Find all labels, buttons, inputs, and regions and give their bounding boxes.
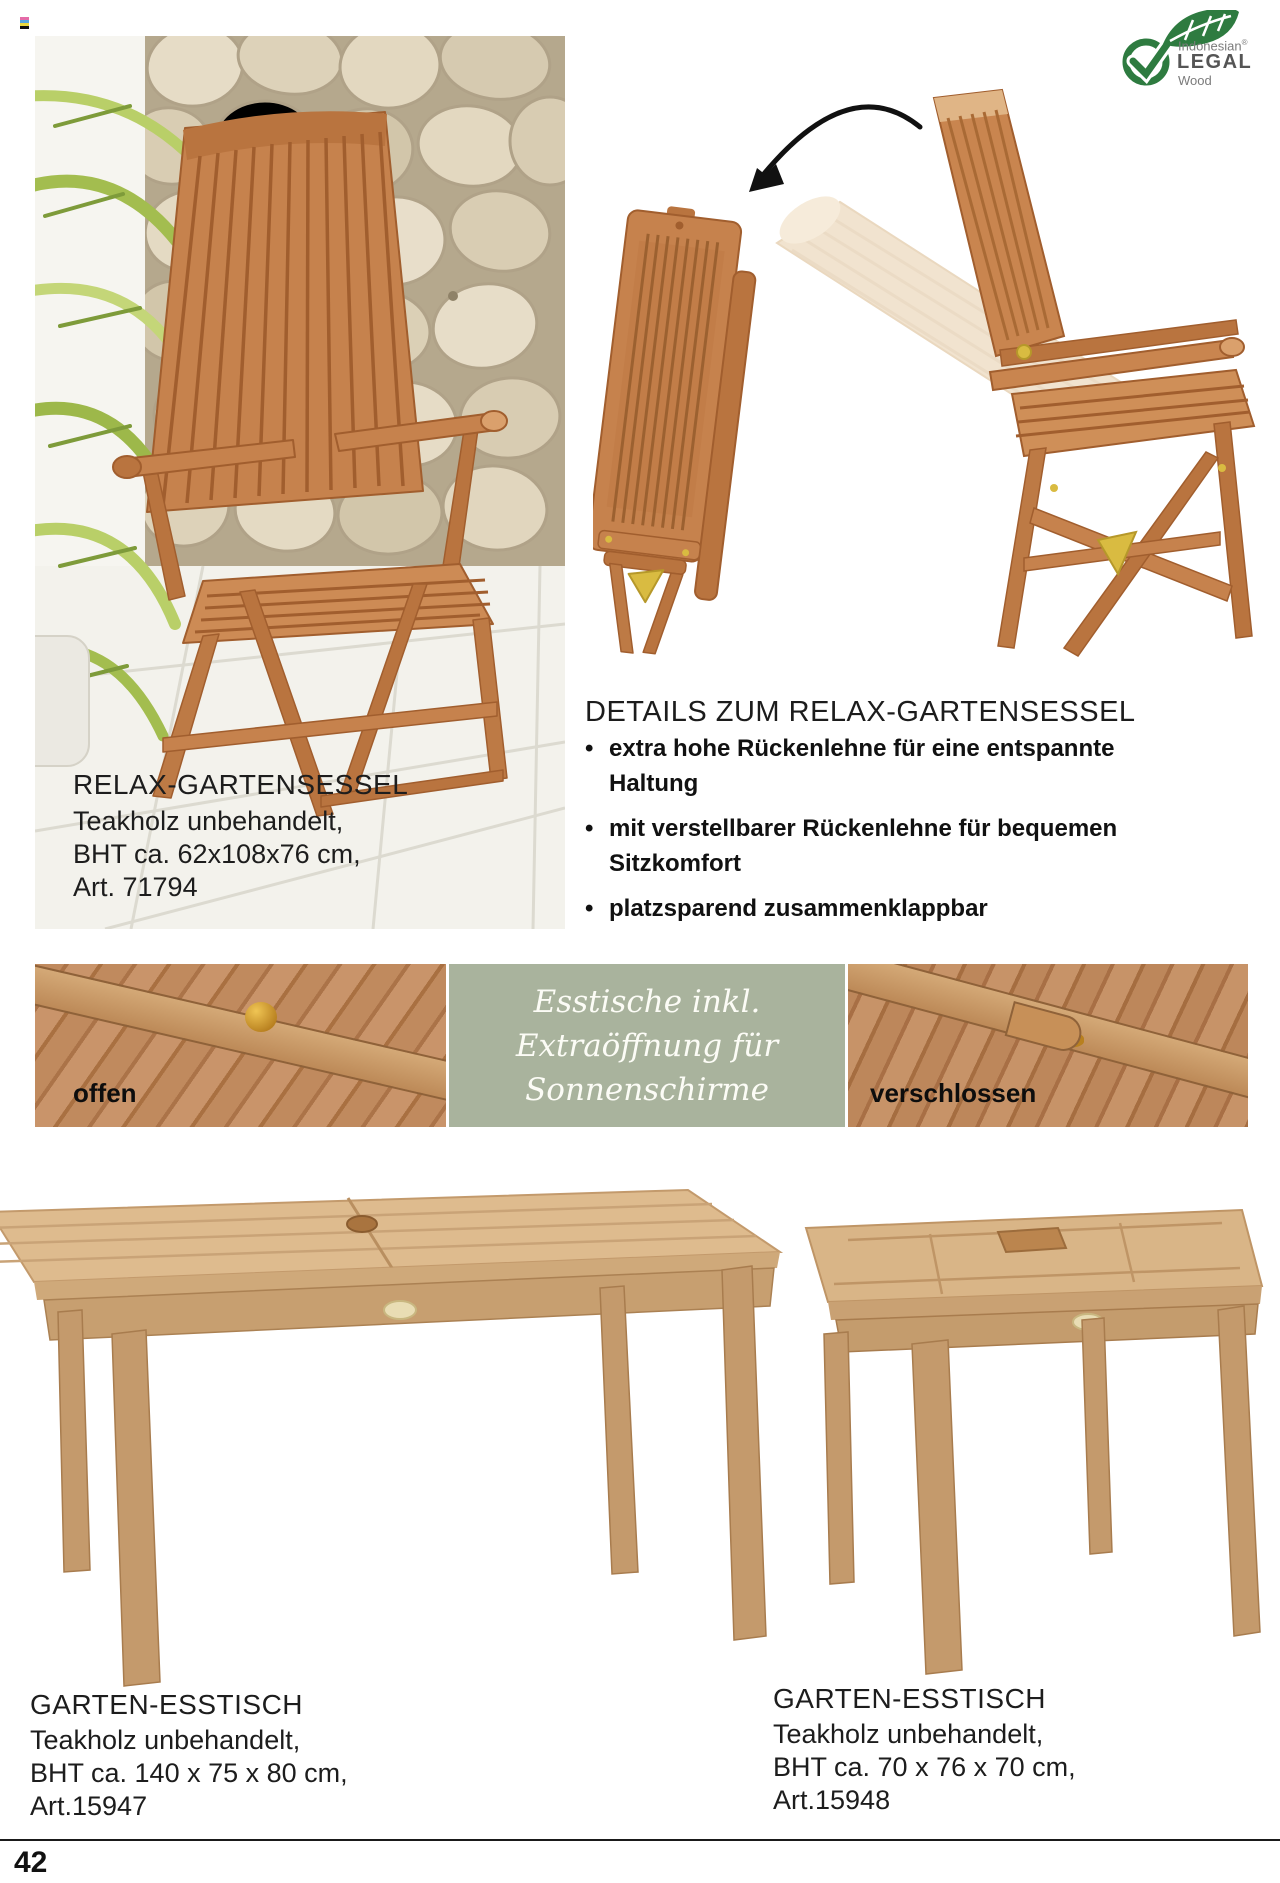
product-article: Art.15948 bbox=[773, 1785, 891, 1815]
hero-product-dimensions: BHT ca. 62x108x76 cm, bbox=[73, 839, 361, 869]
logo-line-indonesian: Indonesian® bbox=[1178, 38, 1248, 54]
band-label-closed: verschlossen bbox=[870, 1078, 1037, 1108]
product-dimensions: BHT ca. 70 x 76 x 70 cm, bbox=[773, 1752, 1076, 1782]
product-info-right bbox=[773, 1682, 1076, 1817]
photo-table-open-detail bbox=[35, 964, 446, 1127]
hero-product-material: Teakholz unbehandelt, bbox=[73, 806, 344, 836]
photo-garten-esstisch-square bbox=[790, 1190, 1270, 1690]
details-bullet: • mit verstellbarer Rückenlehne für bequemen Sitzkomfort bbox=[583, 811, 1183, 881]
product-title: GARTEN-ESSTISCH bbox=[773, 1683, 1047, 1714]
logo-line-legal: LEGAL bbox=[1177, 51, 1253, 73]
hero-product-info bbox=[73, 768, 408, 904]
band-panel-line: Sonnenschirme bbox=[525, 1071, 769, 1108]
details-bullet: • platzsparend zusammenklappbar bbox=[583, 891, 1183, 926]
band-panel-line: Esstische inkl. bbox=[533, 983, 761, 1020]
photo-table-closed-detail bbox=[848, 964, 1248, 1127]
logo-line-wood: Wood bbox=[1178, 73, 1212, 88]
band-panel-line: Extraöffnung für bbox=[515, 1027, 779, 1064]
hero-product-article: Art. 71794 bbox=[73, 872, 198, 902]
details-heading: DETAILS ZUM RELAX-GARTENSESSEL bbox=[585, 696, 1136, 728]
hero-product-title: RELAX-GARTENSESSEL bbox=[73, 769, 409, 800]
band-label-open: offen bbox=[73, 1078, 137, 1108]
product-info-left bbox=[30, 1688, 348, 1823]
photo-reclined-chair bbox=[762, 88, 1262, 668]
legal-wood-badge bbox=[1115, 10, 1280, 100]
color-registration-mark-icon bbox=[20, 17, 29, 29]
product-material: Teakholz unbehandelt, bbox=[30, 1725, 301, 1755]
page-number: 42 bbox=[14, 1846, 48, 1879]
feature-band-panel bbox=[449, 964, 845, 1127]
product-title: GARTEN-ESSTISCH bbox=[30, 1689, 304, 1720]
details-bullet: • extra hohe Rückenlehne für eine entspannte Haltung bbox=[583, 731, 1183, 801]
photo-folded-chair bbox=[593, 205, 783, 660]
umbrella-hole-knob bbox=[245, 1002, 277, 1032]
details-bullet-list bbox=[583, 731, 1183, 936]
product-dimensions: BHT ca. 140 x 75 x 80 cm, bbox=[30, 1758, 348, 1788]
photo-garten-esstisch-rect bbox=[0, 1140, 800, 1700]
footer-divider bbox=[0, 1839, 1280, 1841]
product-article: Art.15947 bbox=[30, 1791, 148, 1821]
product-material: Teakholz unbehandelt, bbox=[773, 1719, 1044, 1749]
